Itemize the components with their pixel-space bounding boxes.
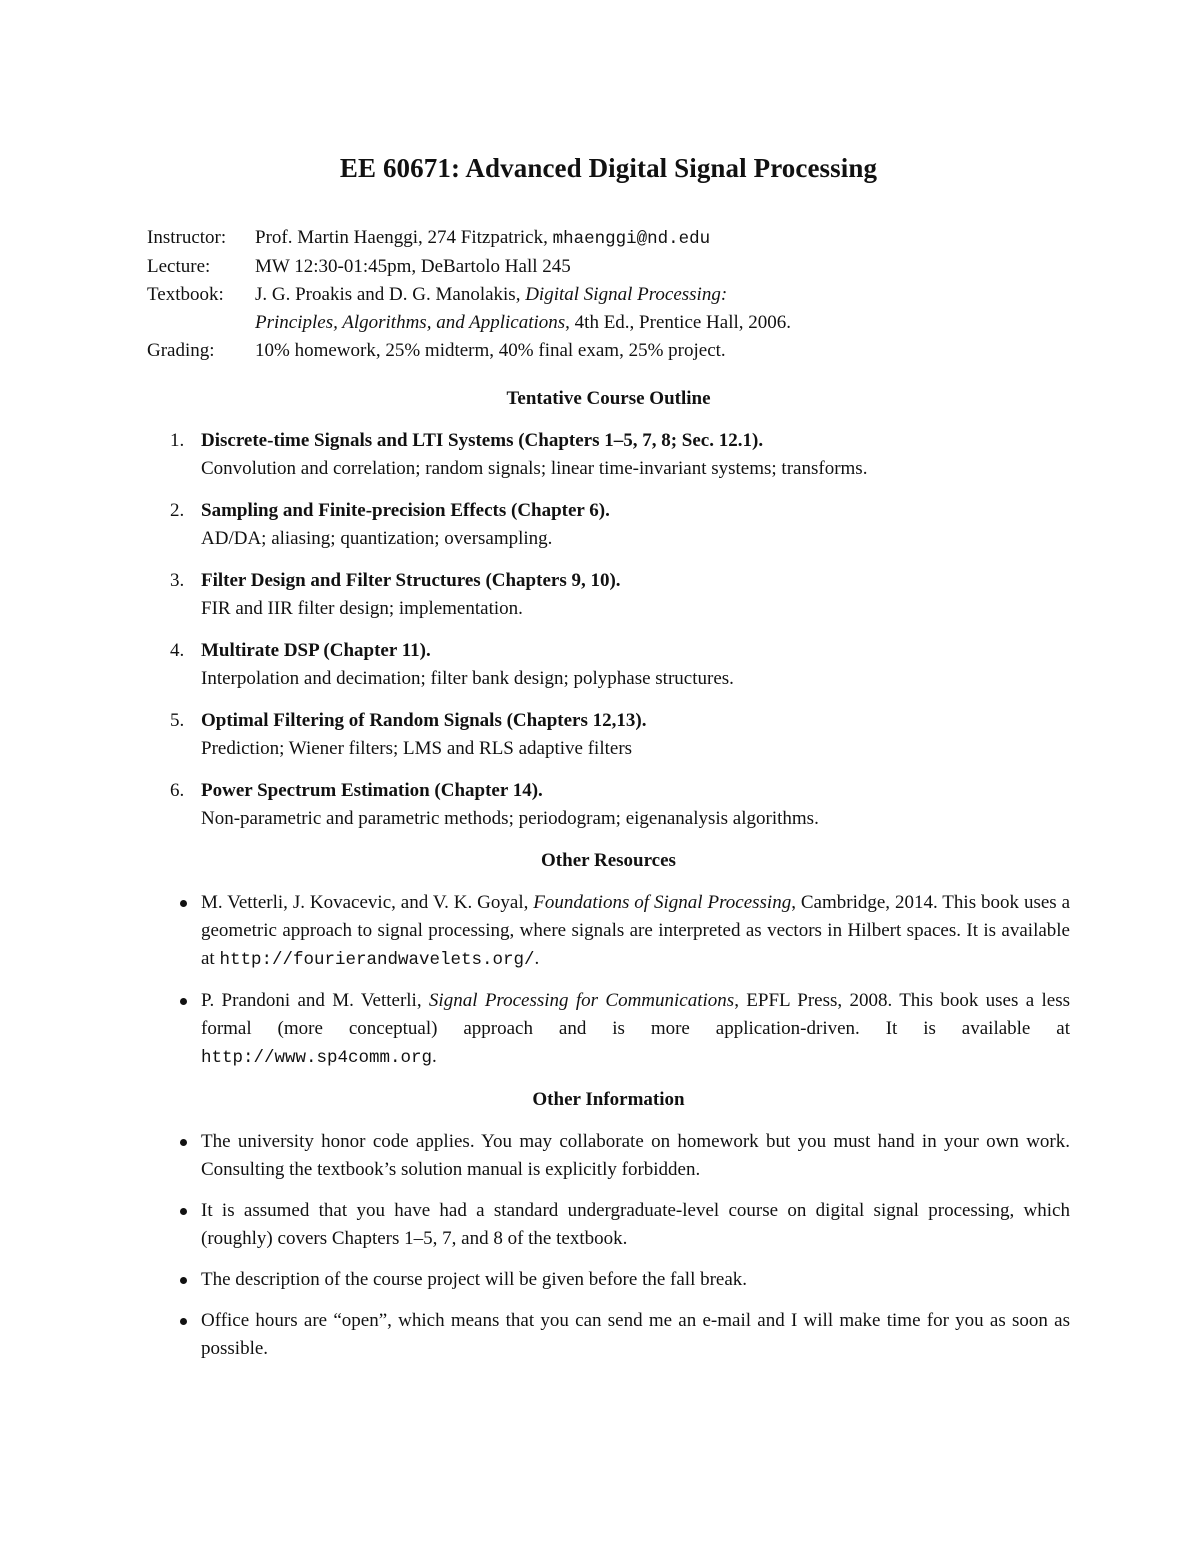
bullet-icon <box>180 1318 187 1325</box>
outline-item-number: 5. <box>170 710 185 731</box>
bullet-icon <box>180 1208 187 1215</box>
outline-item-title: Optimal Filtering of Random Signals (Chapters 12,13). <box>201 710 647 731</box>
outline-item-desc: FIR and IIR filter design; implementation. <box>201 598 523 619</box>
lecture-label: Lecture: <box>147 256 211 277</box>
resources-list <box>147 889 1070 1072</box>
instructor-email[interactable]: mhaenggi@nd.edu <box>552 229 711 249</box>
instructor-row <box>147 224 1070 253</box>
outline-item-desc: AD/DA; aliasing; quantization; oversampling. <box>201 528 553 549</box>
outline-item <box>147 777 1070 833</box>
resource-description: , Cambridge, 2014. This book uses a geometric approach to signal processing, where signals are interpreted as vectors in Hilbert spaces. It is available at <box>201 892 1071 969</box>
grading-value: 10% homework, 25% midterm, 40% final exam, 25% project. <box>255 340 726 361</box>
textbook-row <box>147 281 1070 337</box>
outline-item-title: Discrete-time Signals and LTI Systems (Chapters 1–5, 7, 8; Sec. 12.1). <box>201 430 764 451</box>
textbook-title-line2: Principles, Algorithms, and Applications <box>255 312 566 333</box>
outline-item-number: 6. <box>170 780 185 801</box>
bullet-icon <box>180 1277 187 1284</box>
info-item-text: It is assumed that you have had a standard undergraduate-level course on digital signal processing, which (roughly) covers Chapters 1–5, 7, and 8 of the textbook. <box>201 1200 1070 1249</box>
outline-item-title: Power Spectrum Estimation (Chapter 14). <box>201 780 543 801</box>
bullet-icon <box>180 1139 187 1146</box>
outline-item-desc: Interpolation and decimation; filter bank design; polyphase structures. <box>201 668 734 689</box>
lecture-value: MW 12:30-01:45pm, DeBartolo Hall 245 <box>255 256 571 277</box>
outline-item <box>147 497 1070 553</box>
outline-item-desc: Convolution and correlation; random signals; linear time-invariant systems; transforms. <box>201 458 868 479</box>
outline-item-title: Sampling and Finite-precision Effects (Chapter 6). <box>201 500 610 521</box>
resource-link[interactable]: http://www.sp4comm.org <box>201 1048 433 1068</box>
info-item-text: The university honor code applies. You may collaborate on homework but you must hand in your own work. Consulting the textbook’s solution manual is explicitly forbidden. <box>201 1131 1070 1180</box>
resource-item: M. Vetterli, J. Kovacevic, and V. K. Goyal, Foundations of Signal Processing, Cambridge, 2014. This book uses a geometric approach to signal processing, where signals are interpreted as vectors in Hilbert spaces. It is available at http://fourierandwavelets.org/. <box>147 889 1070 974</box>
bullet-icon <box>180 900 187 907</box>
other-info-list <box>147 1128 1070 1363</box>
bullet-icon <box>180 998 187 1005</box>
outline-item <box>147 707 1070 763</box>
resource-book-title: Signal Processing for Communications <box>428 990 735 1011</box>
textbook-label: Textbook: <box>147 284 224 305</box>
lecture-row <box>147 253 1070 281</box>
info-item <box>147 1128 1070 1184</box>
outline-item-number: 3. <box>170 570 185 591</box>
outline-item-number: 4. <box>170 640 185 661</box>
course-info <box>147 224 1070 365</box>
info-item <box>147 1266 1070 1294</box>
course-outline-list <box>147 427 1070 833</box>
textbook-edition: , 4th Ed., Prentice Hall, 2006. <box>565 312 792 333</box>
info-item-text: Office hours are “open”, which means that you can send me an e-mail and I will make time for you as soon as possible. <box>201 1310 1070 1359</box>
resource-description: , EPFL Press, 2008. This book uses a less formal (more conceptual) approach and is more application-driven. It is available at <box>201 990 1070 1039</box>
outline-item-title: Multirate DSP (Chapter 11). <box>201 640 431 661</box>
resource-authors: M. Vetterli, J. Kovacevic, and V. K. Goyal, <box>201 892 529 913</box>
other-info-heading: Other Information <box>532 1089 685 1110</box>
outline-item-title: Filter Design and Filter Structures (Chapters 9, 10). <box>201 570 621 591</box>
outline-item-desc: Non-parametric and parametric methods; periodogram; eigenanalysis algorithms. <box>201 808 819 829</box>
resource-item: P. Prandoni and M. Vetterli, Signal Processing for Communications, EPFL Press, 2008. This book uses a less formal (more conceptual) approach and is more application-driven. It is available at http://www.sp4comm.org. <box>147 987 1070 1072</box>
resource-book-title: Foundations of Signal Processing <box>533 892 792 913</box>
page-title: EE 60671: Advanced Digital Signal Processing <box>339 153 878 183</box>
grading-row <box>147 337 1070 365</box>
info-item-text: The description of the course project will be given before the fall break. <box>201 1269 748 1290</box>
info-item <box>147 1197 1070 1253</box>
outline-item <box>147 427 1070 483</box>
resources-heading: Other Resources <box>541 850 676 871</box>
resource-link[interactable]: http://fourierandwavelets.org/ <box>219 950 535 970</box>
outline-item-desc: Prediction; Wiener filters; LMS and RLS adaptive filters <box>201 738 633 759</box>
grading-label: Grading: <box>147 340 215 361</box>
outline-item-number: 2. <box>170 500 185 521</box>
textbook-title-line1: Digital Signal Processing: <box>525 284 728 305</box>
outline-heading: Tentative Course Outline <box>506 388 711 409</box>
syllabus-page <box>147 150 1070 1377</box>
outline-item <box>147 567 1070 623</box>
info-item <box>147 1307 1070 1363</box>
instructor-value: Prof. Martin Haenggi, 274 Fitzpatrick, <box>255 227 548 248</box>
instructor-label: Instructor: <box>147 227 227 248</box>
outline-item <box>147 637 1070 693</box>
textbook-authors: J. G. Proakis and D. G. Manolakis, <box>255 284 521 305</box>
outline-item-number: 1. <box>170 430 185 451</box>
resource-authors: P. Prandoni and M. Vetterli, <box>201 990 422 1011</box>
